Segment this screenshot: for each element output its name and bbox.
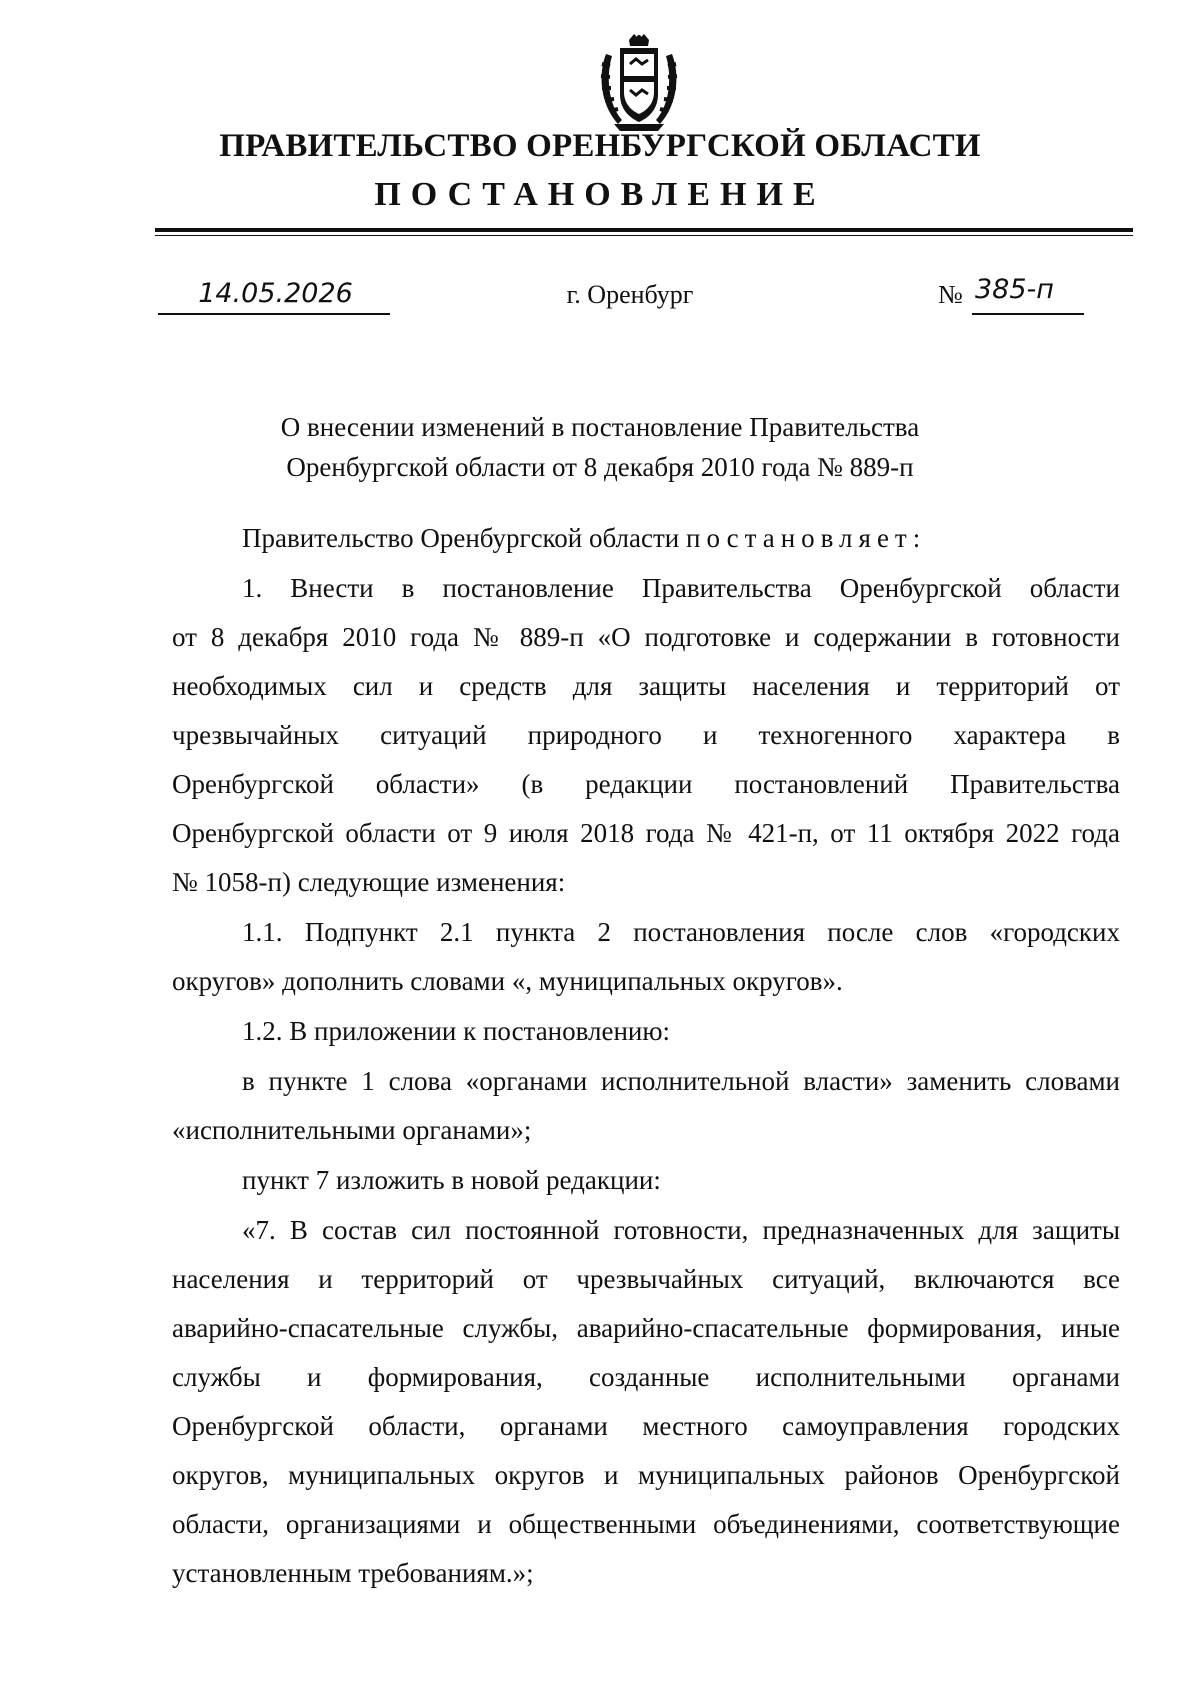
p1-line: № 1058-п) следующие изменения: [172, 867, 566, 897]
p7-line: Оренбургской области, органами местного самоуправления городских [172, 1411, 1120, 1441]
p12a-line: «исполнительными органами»; [172, 1115, 532, 1145]
p1-line: Оренбургской области от 9 июля 2018 года № 421-п, от 11 октября 2022 года [172, 818, 1120, 848]
organization-title: ПРАВИТЕЛЬСТВО ОРЕНБУРГСКОЙ ОБЛАСТИ [219, 128, 981, 164]
p7-line: округов, муниципальных округов и муниципальных районов Оренбургской [172, 1460, 1120, 1490]
p1-line: Оренбургской области» (в редакции постановлений Правительства [172, 769, 1120, 799]
number-prefix: № [938, 280, 963, 309]
p12a-line: в пункте 1 слова «органами исполнительной власти» заменить словами [242, 1066, 1120, 1096]
title-line-2: Оренбургской области от 8 декабря 2010 года № 889-п [286, 452, 914, 482]
p7-line: населения и территорий от чрезвычайных ситуаций, включаются все [172, 1264, 1120, 1294]
intro-text: Правительство Оренбургской области [242, 523, 686, 553]
intro-paragraph [242, 514, 1120, 564]
p12b-text: пункт 7 изложить в новой редакции: [242, 1165, 661, 1195]
document-city: г. Оренбург [566, 280, 694, 309]
coat-of-arms-emblem [596, 34, 682, 134]
number-underline [972, 313, 1084, 315]
p7-line: аварийно-спасательные службы, аварийно-спасательные формирования, иные [172, 1313, 1120, 1343]
paragraph-1-2 [242, 1007, 1120, 1057]
p11-line: 1.1. Подпункт 2.1 пункта 2 постановления после слов «городских [242, 917, 1120, 947]
document-number: 385-п [975, 274, 1054, 305]
date-underline [158, 313, 390, 315]
p11-line: округов» дополнить словами «, муниципальных округов». [172, 966, 843, 996]
header-rule-thick [155, 228, 1133, 232]
p1-line: от 8 декабря 2010 года № 889-п «О подготовке и содержании в готовности [172, 622, 1120, 652]
header-rule-thin [155, 235, 1133, 236]
p7-line: службы и формирования, созданные исполнительными органами [172, 1362, 1120, 1392]
p7-line: «7. В состав сил постоянной готовности, предназначенных для защиты [242, 1215, 1120, 1245]
p7-line: установленным требованиям.»; [172, 1558, 534, 1588]
title-line-1: О внесении изменений в постановление Правительства [280, 412, 920, 442]
p1-line: необходимых сил и средств для защиты населения и территорий от [172, 671, 1120, 701]
document-date: 14.05.2026 [198, 278, 353, 309]
document-type: ПОСТАНОВЛЕНИЕ [374, 176, 826, 213]
p12-text: 1.2. В приложении к постановлению: [242, 1016, 671, 1046]
p1-line: 1. Внести в постановление Правительства Оренбургской области [242, 573, 1120, 603]
intro-verb: постановляет: [686, 523, 927, 553]
p1-line: чрезвычайных ситуаций природного и техногенного характера в [172, 720, 1120, 750]
document-title [0, 407, 1200, 487]
paragraph-1-2-b [242, 1156, 1120, 1206]
p7-line: области, организациями и общественными объединениями, соответствующие [172, 1509, 1120, 1539]
